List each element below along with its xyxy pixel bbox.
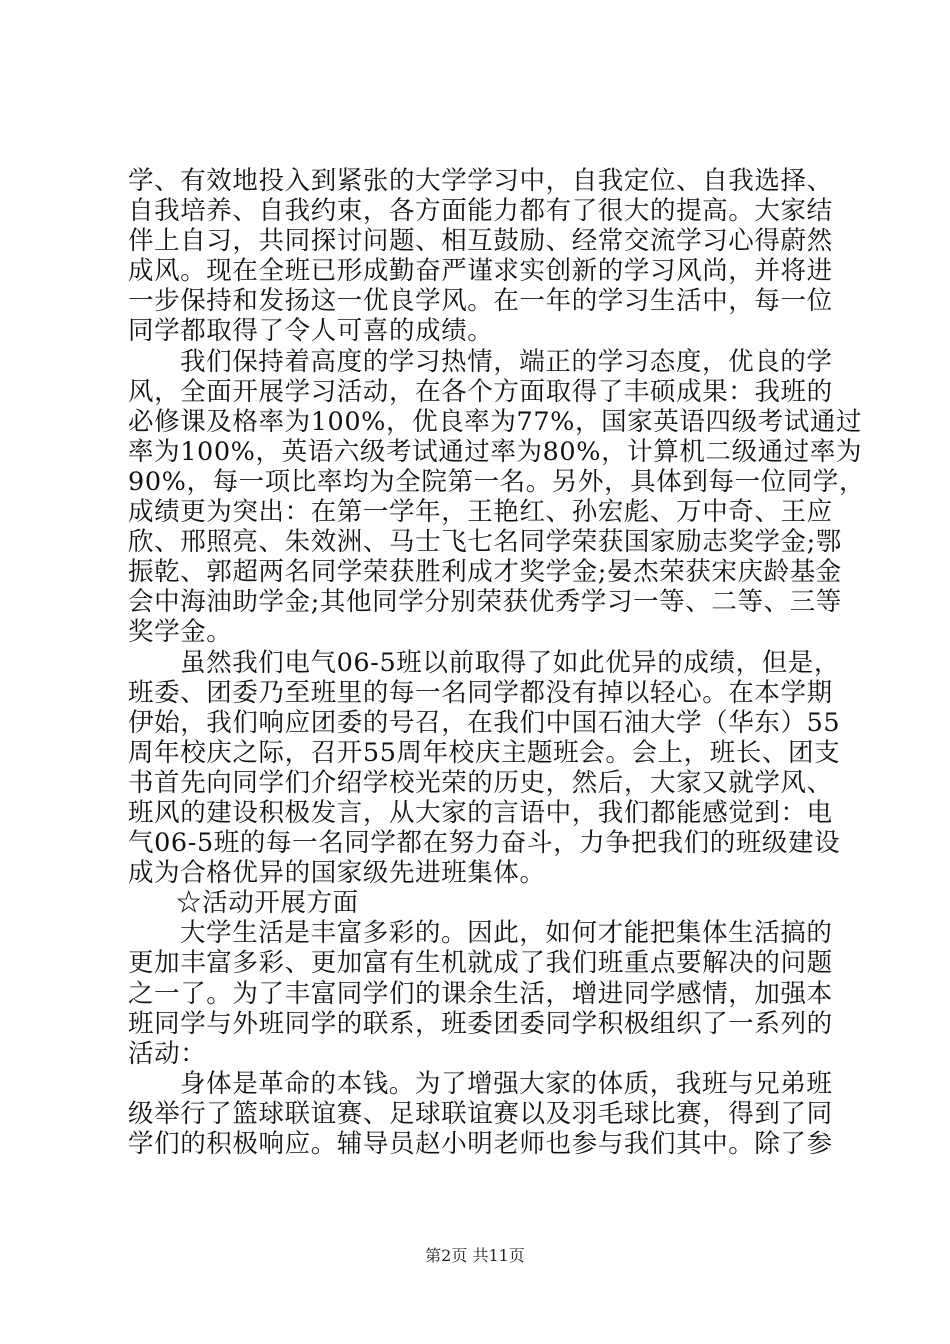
text-line: 班风的建设积极发言，从大家的言语中，我们都能感觉到：电 bbox=[128, 797, 833, 828]
text-line: 欣、邢照亮、朱效洲、马士飞七名同学荣获国家励志奖学金;鄂 bbox=[128, 527, 842, 558]
text-line: 学、有效地投入到紧张的大学学习中，自我定位、自我选择、 bbox=[128, 166, 833, 196]
text-line: 一步保持和发扬这一优良学风。在一年的学习生活中，每一位 bbox=[128, 286, 833, 317]
text-line: 90%，每一项比率均为全院第一名。另外，具体到每一位同学， bbox=[128, 466, 866, 497]
text-line: 班同学与外班同学的联系，班委团委同学积极组织了一系列的 bbox=[128, 1008, 833, 1039]
text-line: 自我培养、自我约束，各方面能力都有了很大的提高。大家结 bbox=[128, 196, 833, 227]
text-line: 周年校庆之际，召开55周年校庆主题班会。会上，班长、团支 bbox=[128, 737, 841, 768]
section-heading: ☆活动开展方面 bbox=[176, 888, 359, 919]
text-line: 气06-5班的每一名同学都在努力奋斗，力争把我们的班级建设 bbox=[128, 828, 841, 859]
text-line: 奖学金。 bbox=[128, 617, 233, 648]
text-line: 成绩更为突出：在第一学年，王艳红、孙宏彪、万中奇、王应 bbox=[128, 497, 833, 528]
text-line: 虽然我们电气06-5班以前取得了如此优异的成绩，但是， bbox=[180, 647, 840, 678]
text-line: 风，全面开展学习活动，在各个方面取得了丰硕成果：我班的 bbox=[128, 376, 833, 407]
text-line: 我们保持着高度的学习热情，端正的学习态度，优良的学 bbox=[180, 346, 833, 377]
text-line: 必修课及格率为100%，优良率为77%，国家英语四级考试通过 bbox=[128, 406, 863, 437]
text-line: 学们的积极响应。辅导员赵小明老师也参与我们其中。除了参 bbox=[128, 1129, 833, 1159]
text-line: 大学生活是丰富多彩的。因此，如何才能把集体生活搞的 bbox=[180, 918, 833, 949]
text-line: 班委、团委乃至班里的每一名同学都没有掉以轻心。在本学期 bbox=[128, 677, 833, 708]
text-line: 成风。现在全班已形成勤奋严谨求实创新的学习风尚，并将进 bbox=[128, 256, 833, 287]
text-line: 活动： bbox=[128, 1038, 207, 1069]
text-line: 级举行了篮球联谊赛、足球联谊赛以及羽毛球比赛，得到了同 bbox=[128, 1098, 833, 1129]
text-line: 振乾、郭超两名同学荣获胜利成才奖学金;晏杰荣获宋庆龄基金 bbox=[128, 557, 842, 588]
text-line: 率为100%，英语六级考试通过率为80%，计算机二级通过率为 bbox=[128, 436, 863, 467]
text-line: 同学都取得了令人可喜的成绩。 bbox=[128, 316, 494, 347]
page-number-footer: 第2页 共11页 bbox=[425, 1246, 525, 1265]
text-line: 会中海油助学金;其他同学分别荣获优秀学习一等、二等、三等 bbox=[128, 587, 842, 618]
text-line: 之一了。为了丰富同学们的课余生活，增进同学感情，加强本 bbox=[128, 978, 833, 1009]
text-line: 成为合格优异的国家级先进班集体。 bbox=[128, 858, 546, 889]
text-line: 伊始，我们响应团委的号召，在我们中国石油大学（华东）55 bbox=[128, 707, 841, 738]
text-line: 伴上自习，共同探讨问题、相互鼓励、经常交流学习心得蔚然 bbox=[128, 226, 833, 257]
document-body bbox=[128, 166, 866, 1159]
text-line: 更加丰富多彩、更加富有生机就成了我们班重点要解决的问题 bbox=[128, 948, 833, 979]
text-line: 身体是革命的本钱。为了增强大家的体质，我班与兄弟班 bbox=[180, 1068, 833, 1099]
text-line: 书首先向同学们介绍学校光荣的历史，然后，大家又就学风、 bbox=[128, 767, 833, 798]
